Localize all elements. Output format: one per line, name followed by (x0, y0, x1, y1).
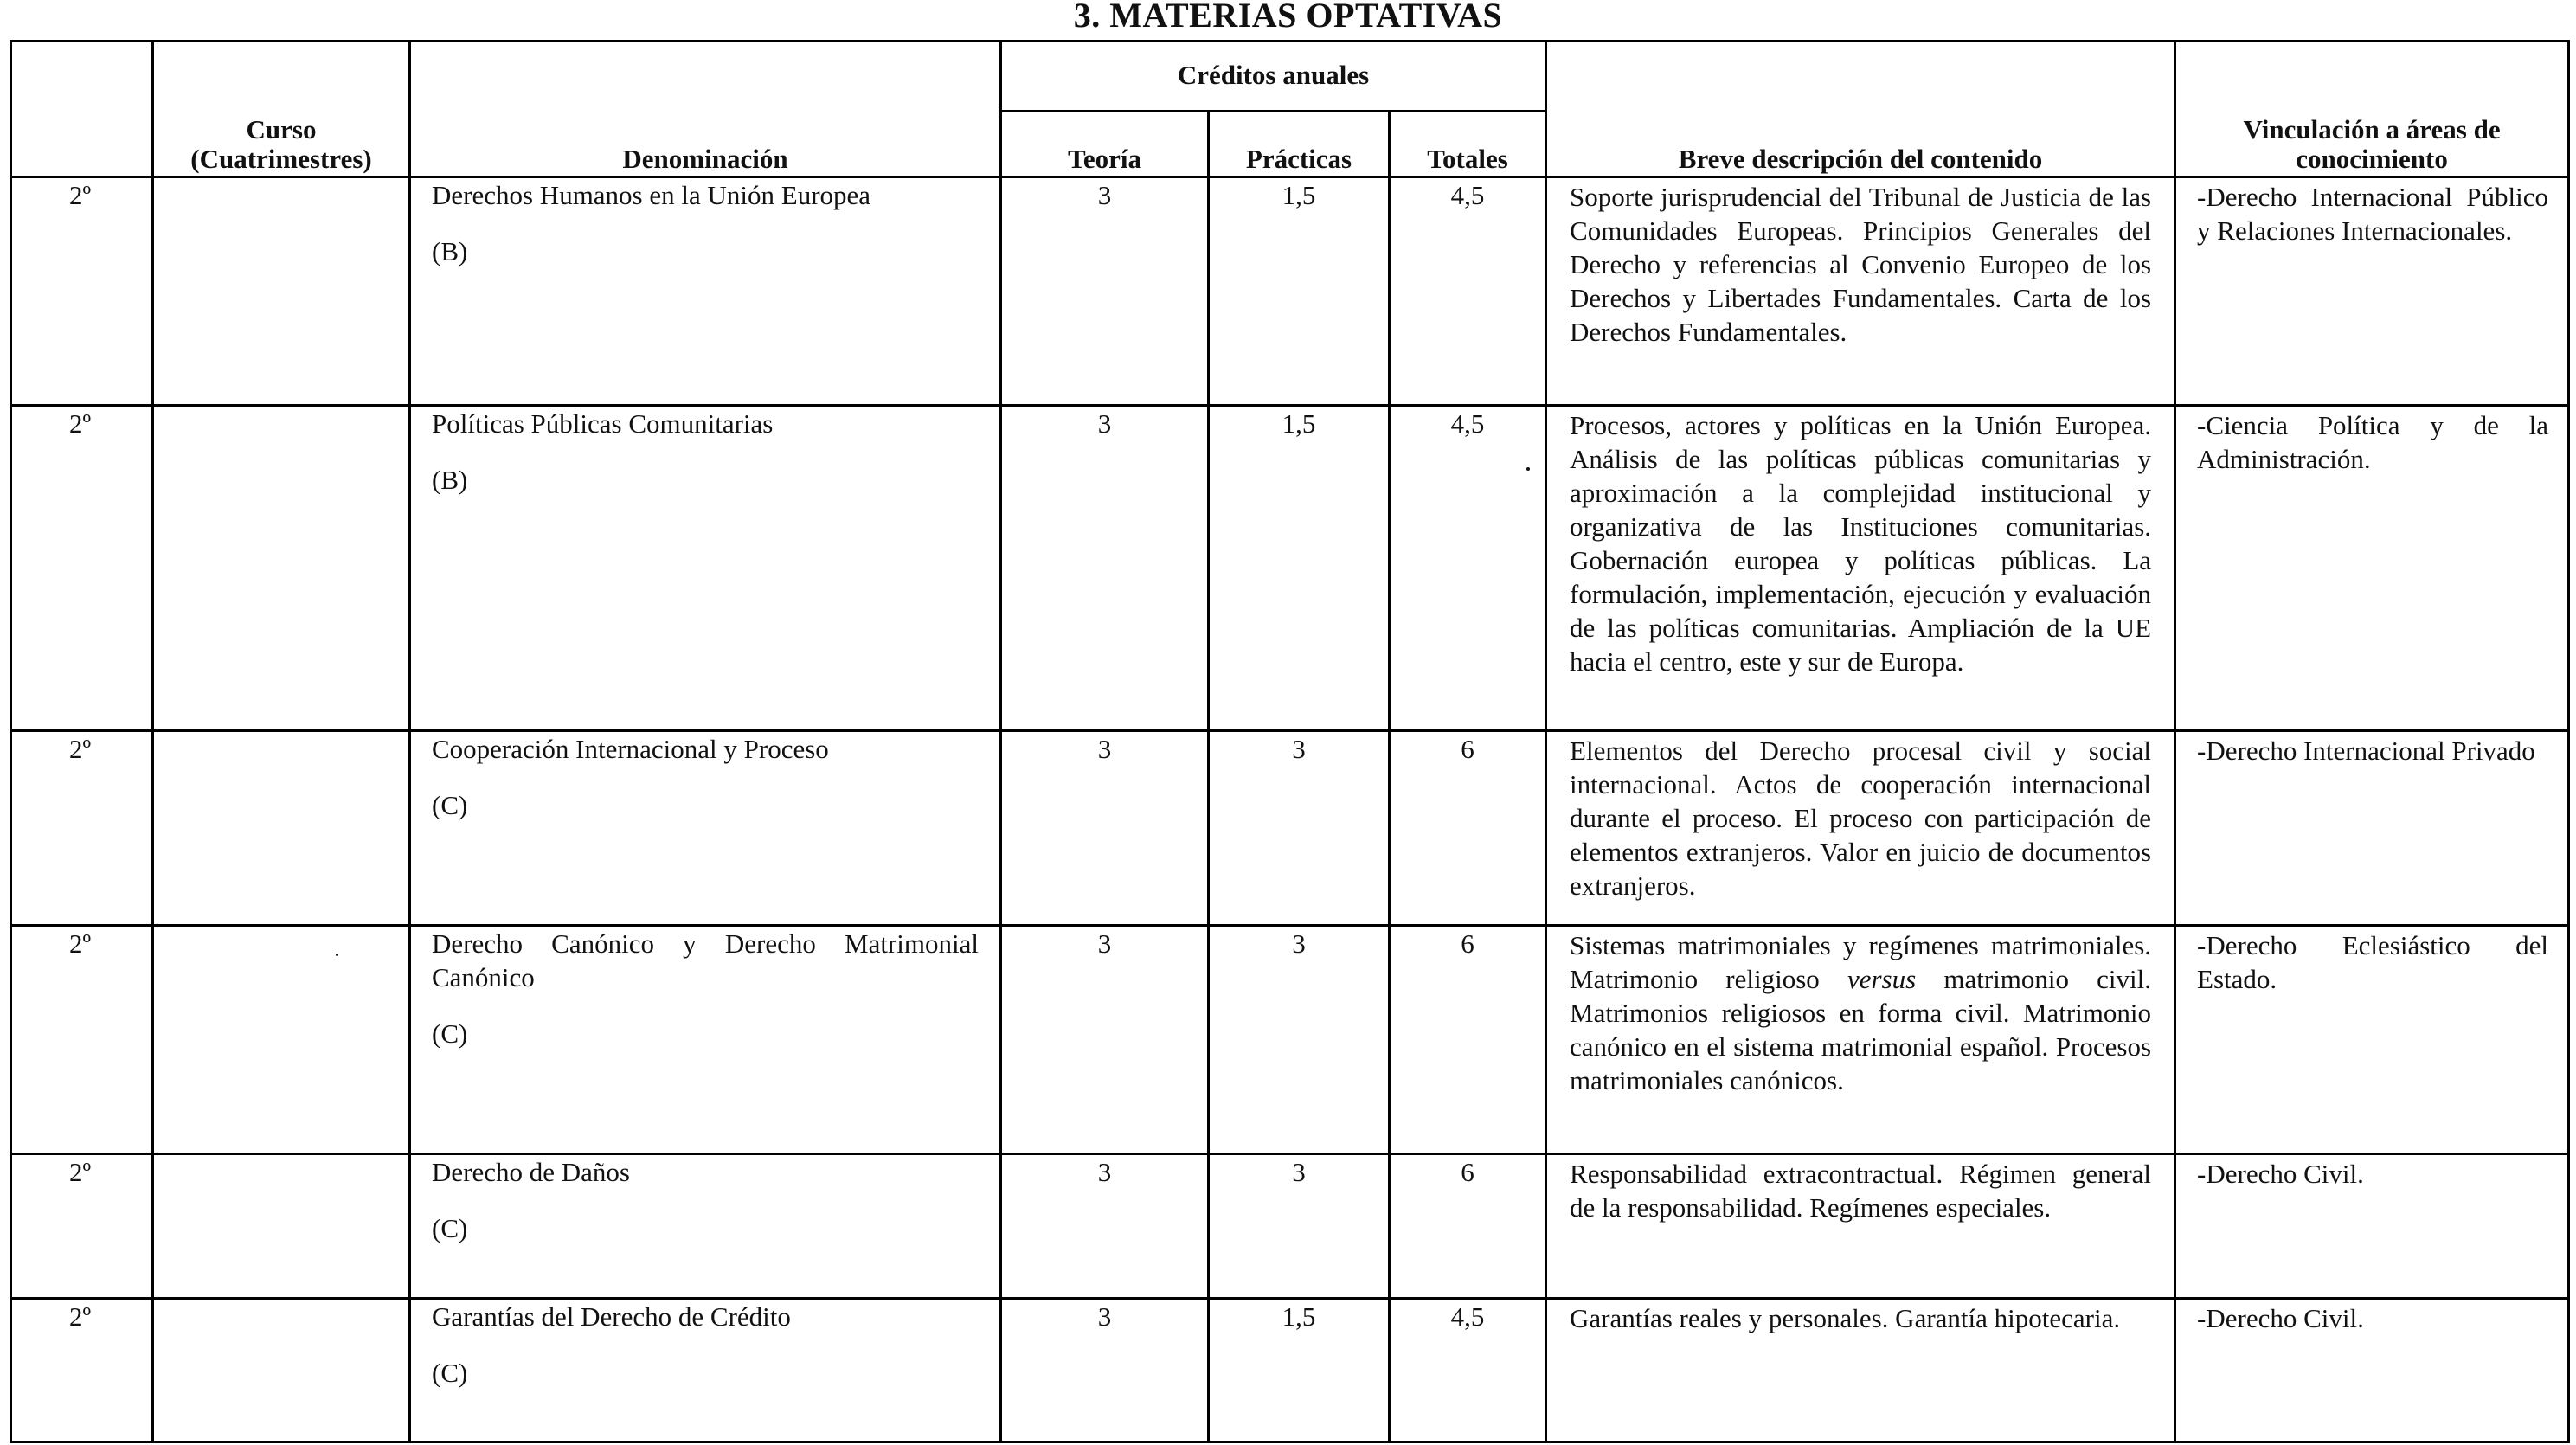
table-row (11, 406, 2569, 731)
row-practicas: 1,5 (1209, 177, 1390, 406)
subject-name: Políticas Públicas Comunitarias (432, 408, 774, 439)
row-totales: 6 (1390, 1154, 1546, 1299)
row-denominacion (410, 406, 1001, 731)
row-practicas: 3 (1209, 1154, 1390, 1299)
row-num: 2º (11, 406, 153, 731)
row-denominacion (410, 926, 1001, 1154)
scan-speck (1526, 467, 1530, 471)
row-descripcion: Elementos del Derecho procesal civil y social internacional. Actos de cooperación internacional durante el proceso. El proceso con participación de elementos extranjeros. Valor en juicio de documentos extranjeros. (1546, 731, 2175, 926)
optional-subjects-table (10, 40, 2570, 1443)
row-area: -Ciencia Política y de la Administración. (2175, 406, 2569, 731)
page-title: 3. MATERIAS OPTATIVAS (1073, 0, 1503, 35)
row-practicas: 1,5 (1209, 1299, 1390, 1442)
row-totales: 6 (1390, 731, 1546, 926)
subject-name: Derecho Canónico y Derecho Matrimonial Canónico (432, 928, 979, 992)
header-descripcion: Breve descripción del contenido (1546, 42, 2175, 177)
row-descripcion (1546, 926, 2175, 1154)
subject-name: Derecho de Daños (432, 1157, 630, 1187)
row-practicas: 3 (1209, 926, 1390, 1154)
row-descripcion: Procesos, actores y políticas en la Unión Europea. Análisis de las políticas públicas comunitarias y aproximación a la complejidad institucional y organizativa de las Instituciones comunitarias. Gobernación europea y políticas públicas. La formulación, implementación, ejecución y evaluación de las políticas comunitarias. Ampliación de la UE hacia el centro, este y sur de Europa. (1546, 406, 2175, 731)
header-totales: Totales (1390, 112, 1546, 177)
row-area: -Derecho Internacional Privado (2175, 731, 2569, 926)
row-num: 2º (11, 177, 153, 406)
subject-group: (C) (432, 1358, 468, 1388)
row-teoria: 3 (1001, 731, 1209, 926)
row-teoria: 3 (1001, 926, 1209, 1154)
subject-name: Cooperación Internacional y Proceso (432, 734, 829, 764)
row-practicas: 3 (1209, 731, 1390, 926)
header-denominacion: Denominación (410, 42, 1001, 177)
row-descripcion: Garantías reales y personales. Garantía hipotecaria. (1546, 1299, 2175, 1442)
row-descripcion: Soporte jurisprudencial del Tribunal de Justicia de las Comunidades Europeas. Principios Generales del Derecho y referencias al Convenio Europeo de los Derechos y Libertades Fundamentales. Carta de los Derechos Fundamentales. (1546, 177, 2175, 406)
row-denominacion (410, 731, 1001, 926)
row-teoria: 3 (1001, 1154, 1209, 1299)
subject-name: Garantías del Derecho de Crédito (432, 1301, 791, 1332)
row-num: 2º (11, 1154, 153, 1299)
row-totales: 4,5 (1390, 177, 1546, 406)
subject-group: (B) (432, 465, 468, 495)
desc-text-italic: versus (1847, 964, 1917, 994)
subject-group: (C) (432, 790, 468, 820)
header-vinculacion: Vinculación a áreas de conocimiento (2175, 42, 2569, 177)
table-row (11, 731, 2569, 926)
row-denominacion (410, 177, 1001, 406)
row-teoria: 3 (1001, 177, 1209, 406)
row-teoria: 3 (1001, 1299, 1209, 1442)
header-teoria: Teoría (1001, 112, 1209, 177)
header-practicas: Prácticas (1209, 112, 1390, 177)
header-creditos: Créditos anuales (1001, 42, 1546, 112)
row-area: -Derecho Civil. (2175, 1299, 2569, 1442)
table-row (11, 177, 2569, 406)
row-curso (153, 406, 410, 731)
row-curso (153, 926, 410, 1154)
desc-text-before: Sistemas matrimoniales y regímenes matrimoniales. Matrimonio religioso (1570, 930, 2152, 994)
table-row (11, 926, 2569, 1154)
row-practicas: 1,5 (1209, 406, 1390, 731)
subject-group: (B) (432, 236, 468, 267)
scan-speck (336, 954, 338, 956)
table-row (11, 1154, 2569, 1299)
row-num: 2º (11, 1299, 153, 1442)
row-teoria: 3 (1001, 406, 1209, 731)
row-curso (153, 1154, 410, 1299)
desc-text-after: matrimonio civil. Matrimonios religiosos en forma civil. Matrimonio canónico en el sistema matrimonial español. Procesos matrimoniales canónicos. (1570, 964, 2152, 1095)
subject-group: (C) (432, 1018, 468, 1049)
table-row (11, 1299, 2569, 1442)
row-num: 2º (11, 926, 153, 1154)
row-denominacion (410, 1154, 1001, 1299)
row-area: -Derecho Civil. (2175, 1154, 2569, 1299)
row-curso (153, 1299, 410, 1442)
subject-name: Derechos Humanos en la Unión Europea (432, 180, 871, 210)
row-num: 2º (11, 731, 153, 926)
row-totales: 4,5 (1390, 406, 1546, 731)
header-curso: Curso (Cuatrimestres) (153, 42, 410, 177)
row-area: -Derecho Eclesiástico del Estado. (2175, 926, 2569, 1154)
subject-group: (C) (432, 1213, 468, 1243)
row-curso (153, 177, 410, 406)
row-totales: 6 (1390, 926, 1546, 1154)
header-num (11, 42, 153, 177)
row-totales: 4,5 (1390, 1299, 1546, 1442)
row-curso (153, 731, 410, 926)
row-descripcion: Responsabilidad extracontractual. Régimen general de la responsabilidad. Regímenes especiales. (1546, 1154, 2175, 1299)
row-denominacion (410, 1299, 1001, 1442)
row-area: -Derecho Internacional Público y Relaciones Internacionales. (2175, 177, 2569, 406)
